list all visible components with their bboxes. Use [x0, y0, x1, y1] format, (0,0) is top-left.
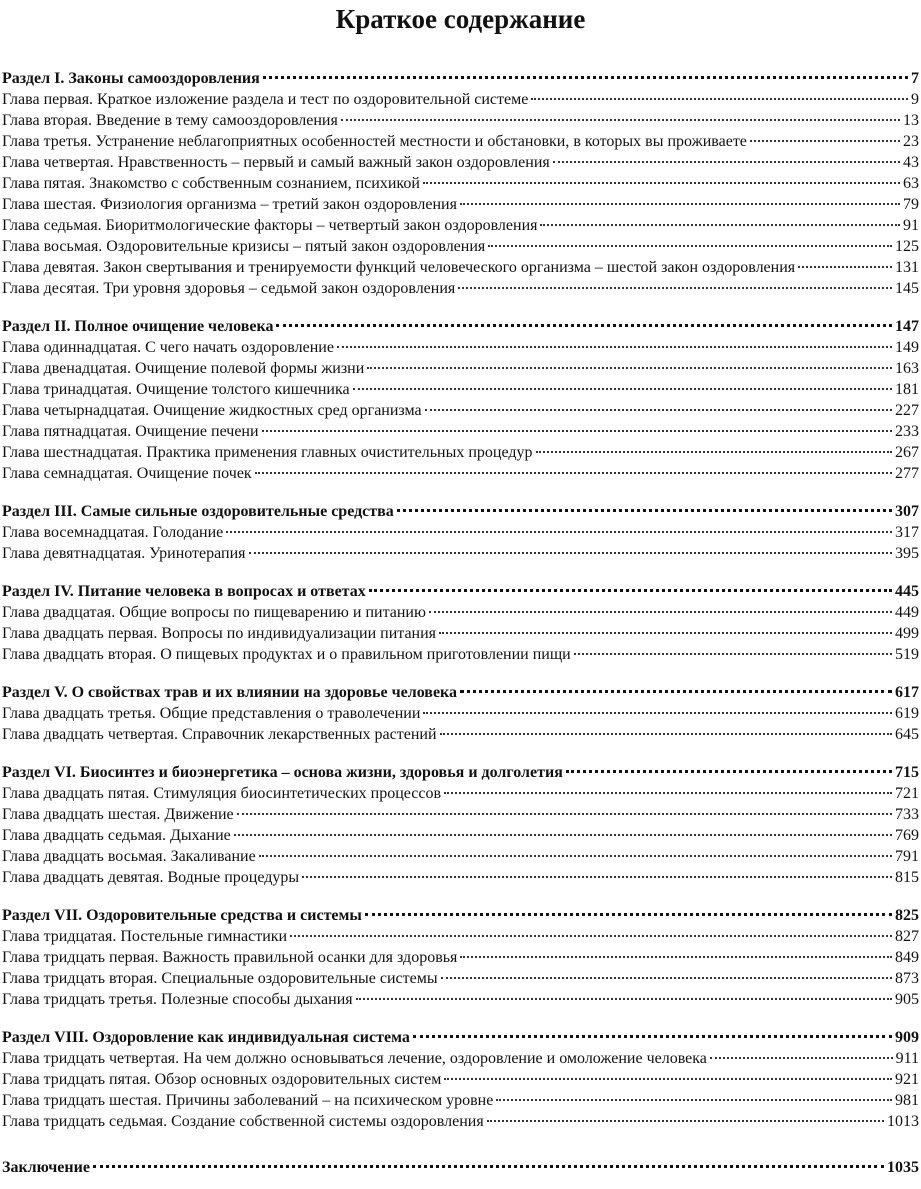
dot-leader: [423, 182, 900, 184]
dot-leader: [540, 224, 900, 226]
chapter-title: Глава девятнадцатая. Уринотерапия: [2, 545, 246, 562]
dot-leader: [341, 119, 900, 121]
page-number: 873: [895, 970, 919, 987]
page-number: 519: [895, 646, 919, 663]
dot-leader: [249, 552, 892, 554]
section-spacer: [0, 1010, 919, 1027]
chapter-entry: [0, 947, 919, 968]
chapter-title: Глава тридцать шестая. Причины заболеваний – на психическом уровне: [2, 1092, 494, 1109]
dot-leader: [413, 1035, 892, 1038]
chapter-entry: [0, 379, 919, 400]
dot-leader: [488, 245, 892, 247]
section-title: Раздел VII. Оздоровительные средства и системы: [2, 907, 362, 924]
page-number: 791: [895, 848, 919, 865]
page-number: 921: [895, 1071, 919, 1088]
chapter-entry: [0, 783, 919, 804]
page-number: 619: [895, 705, 919, 722]
chapter-title: Глава двадцать девятая. Водные процедуры: [2, 869, 300, 886]
chapter-title: Глава двадцатая. Общие вопросы по пищеварению и питанию: [2, 604, 426, 621]
chapter-entry: [0, 236, 919, 257]
chapter-title: Глава восьмая. Оздоровительные кризисы – пятый закон оздоровления: [2, 238, 486, 255]
chapter-entry: [0, 1111, 919, 1132]
section-spacer: [0, 299, 919, 316]
section-spacer: [0, 564, 919, 581]
page-number: 147: [895, 318, 919, 335]
page-number: 277: [895, 465, 919, 482]
page-number: 317: [895, 524, 919, 541]
section-title: Раздел I. Законы самооздоровления: [2, 70, 260, 87]
chapter-entry: [0, 1090, 919, 1111]
page-number: 307: [895, 503, 919, 520]
page-number: 267: [895, 444, 919, 461]
chapter-entry: [0, 421, 919, 442]
chapter-entry: [0, 825, 919, 846]
chapter-title: Глава двадцать пятая. Стимуляция биосинтетических процессов: [2, 785, 442, 802]
chapter-title: Глава тридцать третья. Полезные способы дыхания: [2, 991, 353, 1008]
page-number: 721: [895, 785, 919, 802]
dot-leader: [234, 834, 892, 836]
dot-leader: [226, 531, 892, 533]
chapter-title: Глава двадцать вторая. О пищевых продуктах и о правильном приготовлении пищи: [2, 646, 571, 663]
dot-leader: [798, 266, 892, 268]
chapter-entry: [0, 703, 919, 724]
page-number: 43: [903, 154, 919, 171]
chapter-entry: [0, 724, 919, 745]
page-number: 499: [895, 625, 919, 642]
section-spacer: [0, 745, 919, 762]
chapter-entry: [0, 1048, 919, 1069]
chapter-title: Глава девятая. Закон свертывания и тренируемости функций человеческого организма – шестой закон оздоровления: [2, 259, 796, 276]
chapter-title: Глава двадцать восьмая. Закаливание: [2, 848, 256, 865]
page-number: 905: [895, 991, 919, 1008]
chapter-entry: [0, 522, 919, 543]
dot-leader: [356, 998, 892, 1000]
section-entry: [0, 316, 919, 337]
chapter-entry: [0, 278, 919, 299]
chapter-title: Глава двадцать третья. Общие представления о траволечении: [2, 705, 421, 722]
chapter-entry: [0, 89, 919, 110]
page-number: 769: [895, 827, 919, 844]
chapter-title: Глава двадцать первая. Вопросы по индивидуализации питания: [2, 625, 437, 642]
chapter-title: Глава тридцать вторая. Специальные оздоровительные системы: [2, 970, 438, 987]
section-spacer: [0, 484, 919, 501]
chapter-title: Глава двадцать четвертая. Справочник лекарственных растений: [2, 726, 437, 743]
page-number: 617: [895, 684, 919, 701]
page-number: 9: [911, 91, 919, 108]
chapter-entry: [0, 867, 919, 888]
page-number: 145: [895, 280, 919, 297]
dot-leader: [460, 690, 892, 693]
chapter-entry: [0, 173, 919, 194]
page-number: 91: [903, 217, 919, 234]
chapter-entry: [0, 257, 919, 278]
chapter-title: Глава четырнадцатая. Очищение жидкостных сред организма: [2, 402, 422, 419]
section-title: Раздел VI. Биосинтез и биоэнергетика – основа жизни, здоровья и долголетия: [2, 764, 563, 781]
section-title: Раздел III. Самые сильные оздоровительные средства: [2, 503, 394, 520]
chapter-title: Глава тридцать четвертая. На чем должно основываться лечение, оздоровление и омоложение человека: [2, 1050, 707, 1067]
section-title: Раздел IV. Питание человека в вопросах и ответах: [2, 583, 366, 600]
dot-leader: [425, 409, 892, 411]
page-number: 733: [895, 806, 919, 823]
dot-leader: [460, 203, 900, 205]
page-number: 849: [895, 949, 919, 966]
chapter-entry: [0, 463, 919, 484]
page-number: 825: [895, 907, 919, 924]
section-entry: [0, 682, 919, 703]
page-number: 715: [895, 764, 919, 781]
chapter-title: Глава тридцать седьмая. Создание собственной системы оздоровления: [2, 1113, 484, 1130]
dot-leader: [237, 813, 892, 815]
dot-leader: [531, 98, 908, 100]
chapter-entry: [0, 644, 919, 665]
section-entry: [0, 501, 919, 522]
conclusion-title: Заключение: [2, 1159, 90, 1176]
dot-leader: [574, 653, 892, 655]
chapter-entry: [0, 110, 919, 131]
chapter-entry: [0, 989, 919, 1010]
section-entry: [0, 68, 919, 89]
dot-leader: [460, 956, 892, 958]
table-of-contents: [0, 68, 919, 1178]
chapter-entry: [0, 804, 919, 825]
page-number: 13: [903, 112, 919, 129]
page-number: 131: [895, 259, 919, 276]
chapter-title: Глава тридцать пятая. Обзор основных оздоровительных систем: [2, 1071, 442, 1088]
section-spacer: [0, 665, 919, 682]
page-number: 79: [903, 196, 919, 213]
chapter-entry: [0, 442, 919, 463]
chapter-title: Глава семнадцатая. Очищение почек: [2, 465, 252, 482]
chapter-title: Глава вторая. Введение в тему самооздоровления: [2, 112, 338, 129]
dot-leader: [255, 472, 892, 474]
chapter-title: Глава тридцать первая. Важность правильной осанки для здоровья: [2, 949, 458, 966]
dot-leader: [369, 589, 892, 592]
dot-leader: [439, 632, 892, 634]
chapter-entry: [0, 1069, 919, 1090]
chapter-entry: [0, 400, 919, 421]
dot-leader: [750, 140, 900, 142]
dot-leader: [536, 451, 893, 453]
chapter-title: Глава двенадцатая. Очищение полевой формы жизни: [2, 360, 365, 377]
page-number: 911: [895, 1050, 919, 1067]
section-spacer: [0, 888, 919, 905]
dot-leader: [429, 611, 892, 613]
chapter-entry: [0, 152, 919, 173]
chapter-entry: [0, 215, 919, 236]
dot-leader: [353, 388, 892, 390]
section-entry: [0, 1027, 919, 1048]
chapter-entry: [0, 926, 919, 947]
dot-leader: [262, 430, 892, 432]
section-title: Раздел V. О свойствах трав и их влиянии на здоровье человека: [2, 684, 458, 701]
page-number: 63: [903, 175, 919, 192]
chapter-entry: [0, 968, 919, 989]
page-number: 645: [895, 726, 919, 743]
page-number: 233: [895, 423, 919, 440]
dot-leader: [302, 876, 892, 878]
chapter-entry: [0, 602, 919, 623]
chapter-entry: [0, 543, 919, 564]
chapter-title: Глава пятнадцатая. Очищение печени: [2, 423, 259, 440]
dot-leader: [444, 1078, 892, 1080]
page-number: 449: [895, 604, 919, 621]
page-number: 149: [895, 339, 919, 356]
dot-leader: [496, 1099, 892, 1101]
chapter-title: Глава десятая. Три уровня здоровья – седьмой закон оздоровления: [2, 280, 456, 297]
chapter-title: Глава двадцать шестая. Движение: [2, 806, 234, 823]
dot-leader: [290, 935, 892, 937]
section-title: Раздел VIII. Оздоровление как индивидуальная система: [2, 1029, 410, 1046]
chapter-title: Глава пятая. Знакомство с собственным сознанием, психикой: [2, 175, 420, 192]
dot-leader: [259, 855, 892, 857]
page-number: 1013: [887, 1113, 919, 1130]
chapter-entry: [0, 131, 919, 152]
page-number: 909: [895, 1029, 919, 1046]
chapter-title: Глава тринадцатая. Очищение толстого кишечника: [2, 381, 350, 398]
chapter-entry: [0, 358, 919, 379]
page-number: 125: [895, 238, 919, 255]
dot-leader: [397, 509, 892, 512]
chapter-title: Глава восемнадцатая. Голодание: [2, 524, 224, 541]
page-number: 181: [895, 381, 919, 398]
dot-leader: [444, 792, 892, 794]
section-title: Раздел II. Полное очищение человека: [2, 318, 274, 335]
dot-leader: [458, 287, 892, 289]
dot-leader: [276, 324, 892, 327]
chapter-title: Глава четвертая. Нравственность – первый и самый важный закон оздоровления: [2, 154, 550, 171]
chapter-title: Глава шестая. Физиология организма – третий закон оздоровления: [2, 196, 457, 213]
page-number: 827: [895, 928, 919, 945]
section-spacer: [0, 1132, 919, 1157]
chapter-entry: [0, 337, 919, 358]
section-entry: [0, 905, 919, 926]
chapter-entry: [0, 623, 919, 644]
page-number: 815: [895, 869, 919, 886]
chapter-title: Глава седьмая. Биоритмологические факторы – четвертый закон оздоровления: [2, 217, 538, 234]
dot-leader: [93, 1165, 884, 1168]
chapter-title: Глава шестнадцатая. Практика применения главных очистительных процедур: [2, 444, 533, 461]
dot-leader: [487, 1120, 884, 1122]
page-number: 445: [895, 583, 919, 600]
page-number: 395: [895, 545, 919, 562]
page-number: 163: [895, 360, 919, 377]
section-entry: [0, 762, 919, 783]
chapter-title: Глава одиннадцатая. С чего начать оздоровление: [2, 339, 334, 356]
page-number: 981: [895, 1092, 919, 1109]
conclusion-entry: [0, 1157, 919, 1178]
chapter-title: Глава тридцатая. Постельные гимнастики: [2, 928, 288, 945]
page-number: 1035: [887, 1159, 919, 1176]
chapter-title: Глава двадцать седьмая. Дыхание: [2, 827, 231, 844]
page-number: 7: [911, 70, 919, 87]
dot-leader: [441, 977, 892, 979]
dot-leader: [566, 770, 892, 773]
dot-leader: [710, 1057, 893, 1059]
page-title: Краткое содержание: [335, 4, 586, 34]
dot-leader: [440, 733, 892, 735]
dot-leader: [367, 367, 892, 369]
dot-leader: [553, 161, 900, 163]
dot-leader: [337, 346, 892, 348]
page-number: 23: [903, 133, 919, 150]
dot-leader: [423, 712, 892, 714]
section-entry: [0, 581, 919, 602]
dot-leader: [263, 76, 908, 79]
dot-leader: [365, 913, 892, 916]
chapter-title: Глава третья. Устранение неблагоприятных особенностей местности и обстановки, в которых вы проживаете: [2, 133, 747, 150]
chapter-entry: [0, 846, 919, 867]
page-number: 227: [895, 402, 919, 419]
chapter-title: Глава первая. Краткое изложение раздела и тест по оздоровительной системе: [2, 91, 529, 108]
chapter-entry: [0, 194, 919, 215]
